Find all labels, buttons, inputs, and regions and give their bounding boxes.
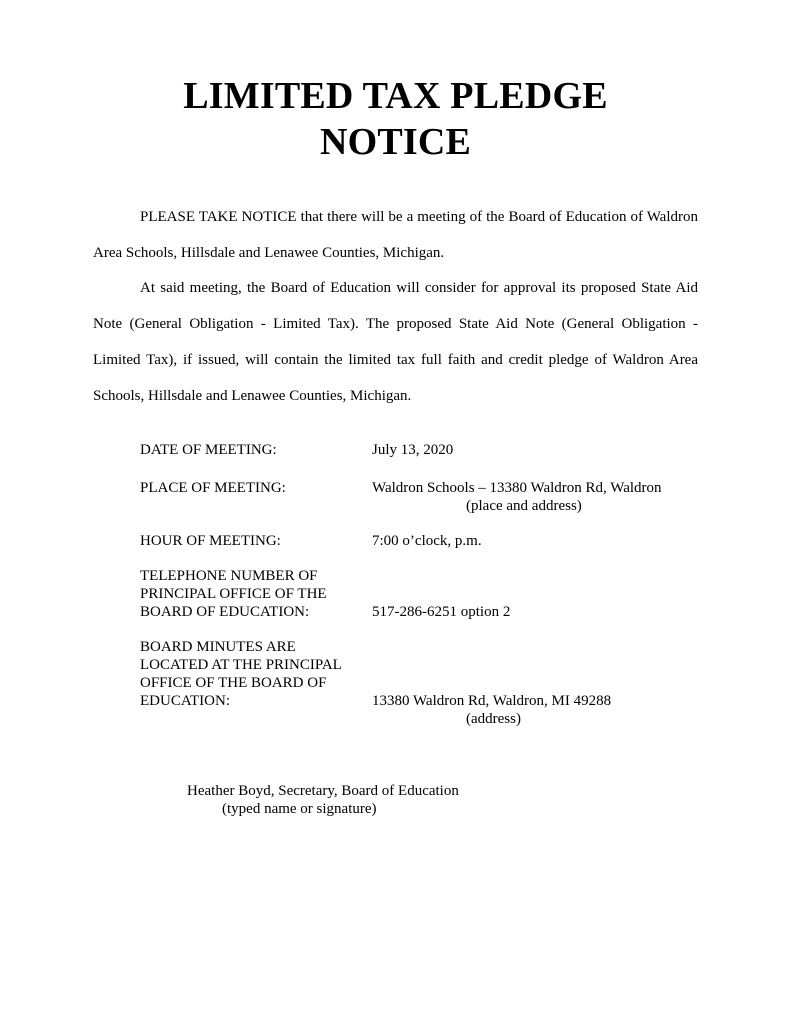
phone-label-line-3: BOARD OF EDUCATION: [140, 604, 310, 620]
hour-label: HOUR OF MEETING: [140, 533, 281, 549]
notice-paragraph-2 [93, 270, 698, 414]
minutes-value: 13380 Waldron Rd, Waldron, MI 49288 [372, 693, 612, 709]
phone-value: 517-286-6251 option 2 [372, 604, 511, 620]
notice-paragraph-1 [93, 199, 698, 271]
place-caption: (place and address) [466, 498, 582, 514]
phone-label-line-1: TELEPHONE NUMBER OF [140, 568, 318, 584]
minutes-label-line-4: EDUCATION: [140, 693, 230, 709]
title-line-2: NOTICE [319, 121, 472, 163]
minutes-caption: (address) [466, 711, 521, 727]
date-value: July 13, 2020 [372, 442, 454, 458]
title-line-1: LIMITED TAX PLEDGE [183, 75, 608, 117]
minutes-label-line-1: BOARD MINUTES ARE [140, 639, 296, 655]
notice-paragraph-2-text: At said meeting, the Board of Education will consider for approval its proposed State Aid Note (General Obligation - Limited Tax). The proposed State Aid Note (General Obligation - Limited Tax), if issued, will contain the limited tax full faith and credit pledge of Waldron Area Schools, Hillsdale and Lenawee Counties, Michigan. [93, 280, 698, 404]
signature-caption: (typed name or signature) [222, 801, 377, 817]
minutes-label-line-3: OFFICE OF THE BOARD OF [140, 675, 327, 691]
date-label: DATE OF MEETING: [140, 442, 277, 458]
phone-label-line-2: PRINCIPAL OFFICE OF THE [140, 586, 327, 602]
notice-paragraph-1-text: PLEASE TAKE NOTICE that there will be a meeting of the Board of Education of Waldron Area Schools, Hillsdale and Lenawee Counties, Michigan. [93, 209, 698, 261]
hour-value: 7:00 o’clock, p.m. [372, 533, 482, 549]
place-label: PLACE OF MEETING: [140, 480, 286, 496]
minutes-label-line-2: LOCATED AT THE PRINCIPAL [140, 657, 342, 673]
place-value: Waldron Schools – 13380 Waldron Rd, Waldron [372, 480, 662, 496]
signature-line: Heather Boyd, Secretary, Board of Education [187, 783, 459, 799]
